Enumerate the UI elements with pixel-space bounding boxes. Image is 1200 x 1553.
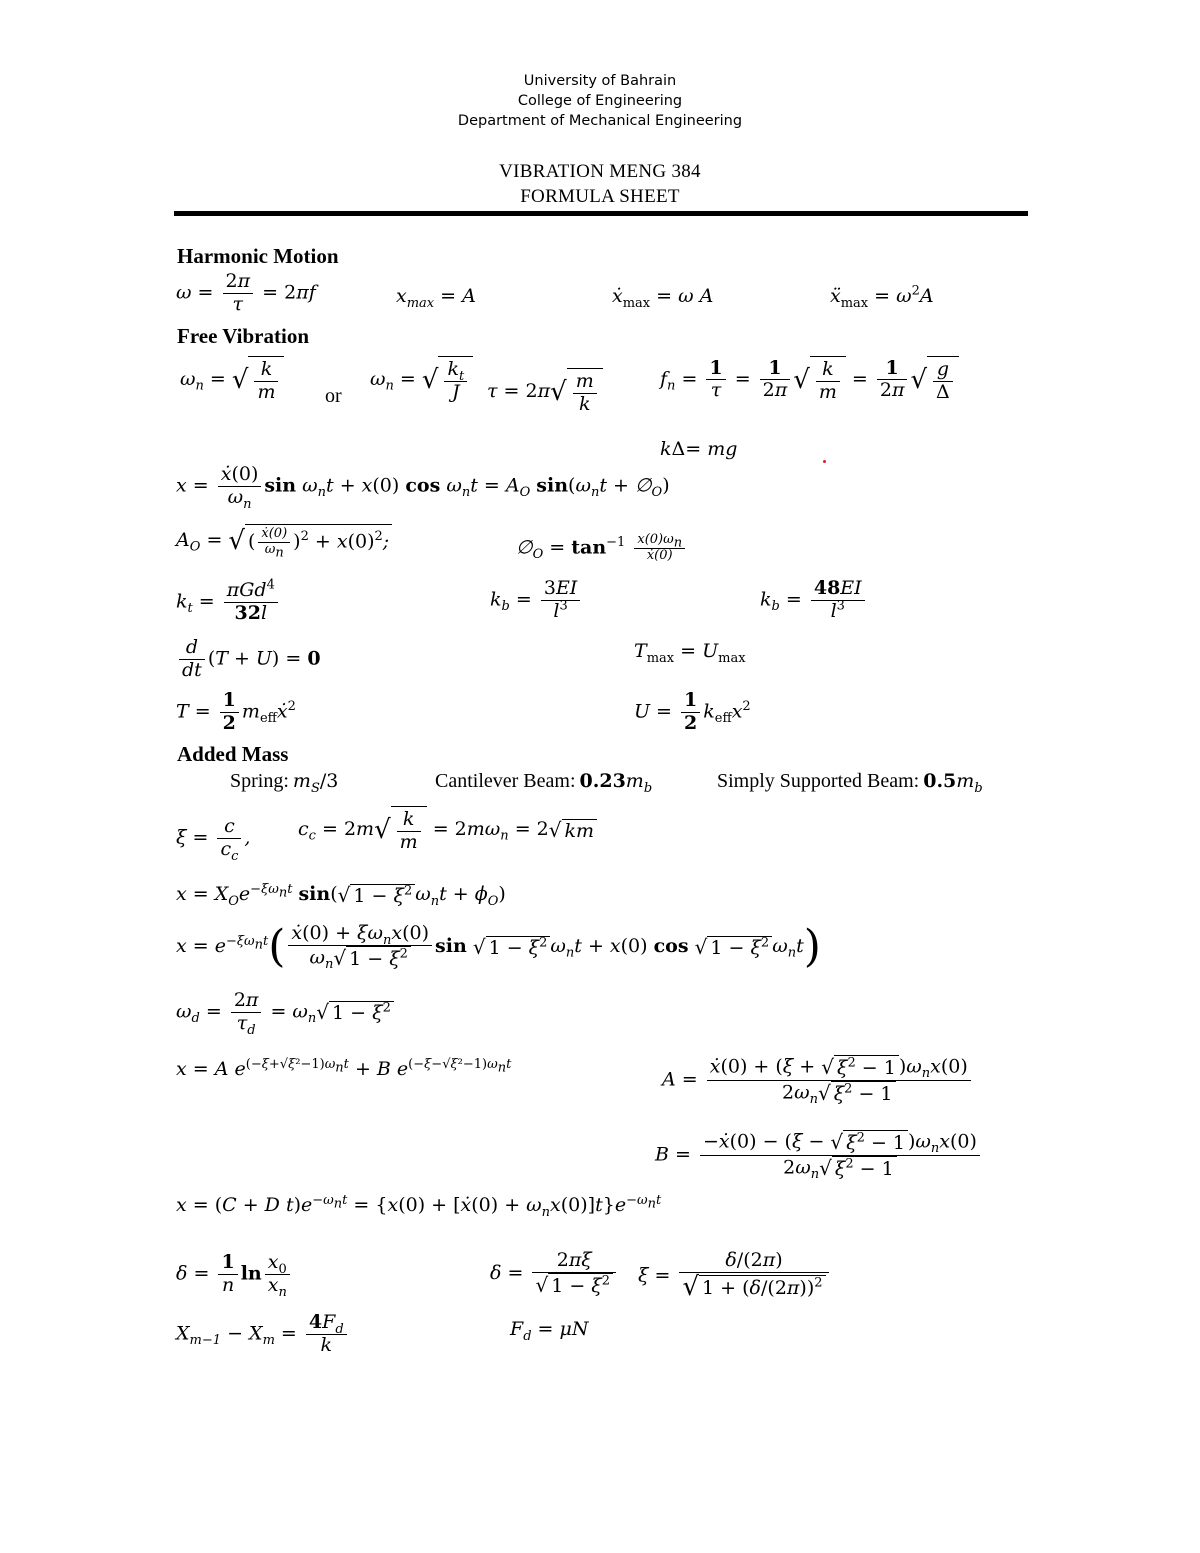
formula-omega-n: $\omega_n$ = √ $\frac{k}{m}$ <box>180 356 284 404</box>
section-harmonic-motion: Harmonic Motion <box>177 244 339 268</box>
formula-kt: $k_t$ = $\frac{\pi Gd^4}{32l}$ <box>176 580 281 625</box>
sheet-title: FORMULA SHEET <box>520 186 680 207</box>
header-divider <box>174 211 1028 216</box>
formula-xddot-max: ẍ$_{max}$ = $\omega^2A$ <box>830 283 934 311</box>
formula-fn: $f_n$ = $\frac{1}{\tau}$ = $\frac{1}{2\pi}$ √ $\frac{k}{m}$ = $\frac{1}{2\pi}$ √ $\frac{g}{\Delta}$ <box>660 356 959 404</box>
formula-critical-damping: $c_c = 2m√$ $\frac{k}{m}$ = $2m\omega_n = 2√$ km <box>298 806 597 854</box>
formula-tmax-umax: $T_{max} = U_{max}$ <box>634 640 746 666</box>
formula-kb-simply: $k_b$ = $\frac{48EI}{l^3}$ <box>760 578 868 623</box>
formula-overdamped-B: B = $\frac{-ẋ(0) - (\xi - √ \xi^2 - 1 )\omega_nx(0)}{2\omega_n√ \xi^2 - 1}$ <box>655 1130 983 1181</box>
formula-damping-ratio: ξ = $\frac{c}{c_c}$ , <box>176 815 251 864</box>
college-name: College of Engineering <box>517 93 683 109</box>
or-label: or <box>325 385 342 407</box>
formula-coulomb-decay: $X_{m-1} - X_m$ = $\frac{4F_d}{k}$ <box>176 1312 350 1357</box>
formula-xi-from-delta: ξ = $\frac{\delta/(2\pi)}{√ 1 + (\delta/(2\pi))^2}$ <box>638 1250 832 1303</box>
formula-potential-energy: U = $\frac{1}{2}$ $k_{eff}x^2$ <box>634 689 751 734</box>
formula-static-deflection: kΔ= mg <box>660 438 738 460</box>
formula-damped-frequency: $\omega_d$ = $\frac{2\pi}{\tau_d}$ = $\omega_n√$ $1 - \xi^2$ <box>176 990 394 1035</box>
formula-omega: ω = $\frac{2\pi}{\tau}$ = 2πf <box>176 270 316 315</box>
formula-xmax: $x_{max} = A$ <box>396 285 476 311</box>
university-name: University of Bahrain <box>523 73 677 89</box>
simply-supported-label: Simply Supported Beam: <box>717 770 920 792</box>
added-mass-simply-supported: Simply Supported Beam: $0.5m_b$ <box>717 770 983 796</box>
formula-underdamped-1: $x = X_Oe^{-\xi\omega_nt}$ sin(√ $1 - \xi^2$ $\omega_nt + \phi_O$) <box>176 881 506 909</box>
formula-period: τ = 2π√ $\frac{m}{k}$ <box>487 368 603 416</box>
formula-kb-cantilever: $k_b$ = $\frac{3EI}{l^3}$ <box>490 578 583 623</box>
formula-energy-conservation: $\frac{d}{dt}$ (T + U) = 0 <box>176 637 321 682</box>
formula-overdamped: x = A $e^{(-\xi+√\xi^2-1)\omega_nt} + B$ $e^{(-\xi-√\xi^2-1)\omega_nt}$ <box>176 1056 512 1080</box>
formula-kinetic-energy: T = $\frac{1}{2}$ $m_{eff}ẋ^2$ <box>176 689 296 734</box>
formula-critically-damped: x = (C + D $t)e^{-\omega_nt} = \{x(0)$ + [ẋ(0) + $\omega_nx(0)]t\}e^{-\omega_nt}$ <box>176 1192 662 1220</box>
formula-free-response: x = $\frac{\text{ẋ(0)}}{\omega_n}$ $\sin \omega_nt + x(0)$ $\cos \omega_nt = A_O$ $\sin(\omega_nt$ + $\emptyset_O$) <box>176 463 670 512</box>
formula-xdot-max: ẋ$_{max}$ = ω A <box>612 285 714 311</box>
added-mass-spring: Spring: $m_S/3$ <box>230 770 339 796</box>
formula-overdamped-A: A = $\frac{ẋ(0) + (\xi + √ \xi^2 - 1 )\omega_nx(0)}{2\omega_n√ \xi^2 - 1}$ <box>662 1055 974 1106</box>
formula-underdamped-2: $x = e^{-\xi\omega_nt}$( $\frac{ẋ(0) + \xi\omega_nx(0)}{\omega_n√ 1 - \xi^2}$ sin √ $1 - \xi^2$ $\omega_nt + x(0)$ cos √ $1 - \xi^2$ $\omega_nt$) <box>176 920 821 973</box>
stray-mark <box>823 460 826 463</box>
formula-friction-force: $F_d = \mu N$ <box>510 1318 589 1344</box>
section-added-mass: Added Mass <box>177 742 289 766</box>
formula-omega-n-torsion: $\omega_n$ = √ $\frac{k_t}{J}$ <box>370 356 473 404</box>
department-name: Department of Mechanical Engineering <box>457 113 743 129</box>
cantilever-label: Cantilever Beam: <box>435 770 576 792</box>
formula-delta-from-xi: δ = $\frac{2\pi\xi}{√ 1 - \xi^2}$ <box>490 1250 619 1298</box>
course-title: VIBRATION MENG 384 <box>499 161 701 182</box>
formula-amplitude: $A_O$ = √ ( $\frac{\text{ẋ(0)}}{\omega_n}$ )$^2 + x(0)^2$; <box>176 524 392 558</box>
formula-phase: $\emptyset_O = \tan^{-1}$ $\frac{x(0)\omega_n}{\text{ẋ(0)}}$ <box>516 533 688 564</box>
section-free-vibration: Free Vibration <box>177 324 310 348</box>
spring-label: Spring: <box>230 770 289 792</box>
added-mass-cantilever: Cantilever Beam: $0.23m_b$ <box>435 770 653 796</box>
formula-log-decrement: δ = $\frac{1}{n}$ ln $\frac{x_0}{x_n}$ <box>176 1252 293 1297</box>
